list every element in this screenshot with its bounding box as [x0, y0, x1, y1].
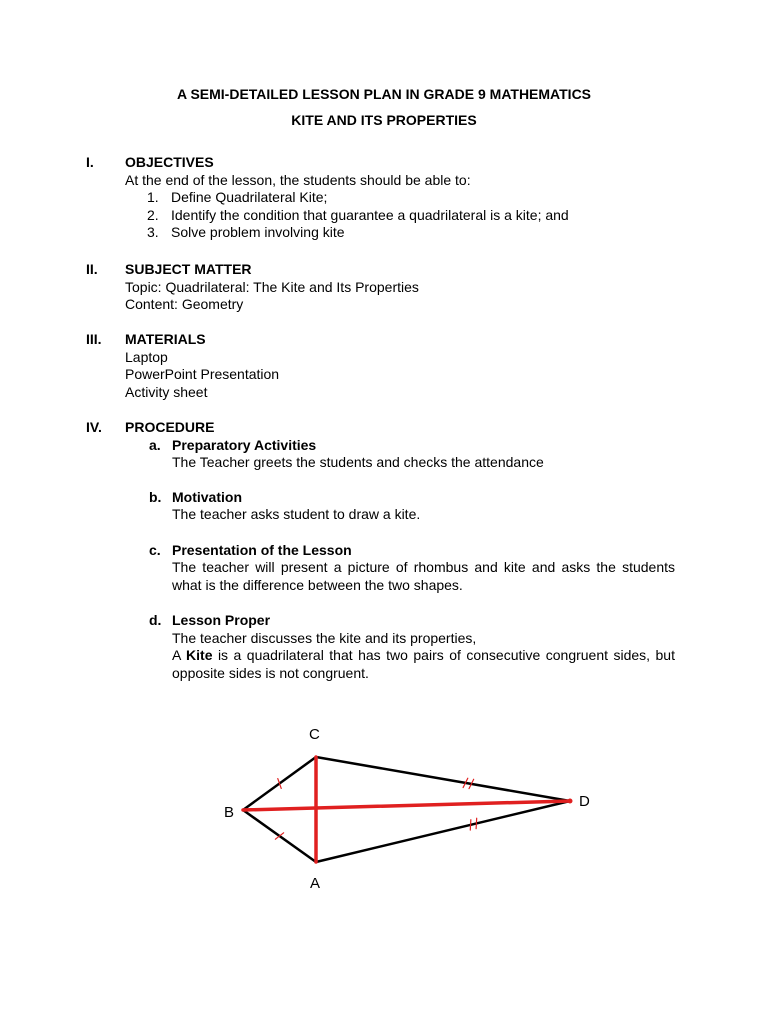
subject-content: Content: Geometry [125, 296, 244, 312]
section-heading: PROCEDURE [125, 419, 215, 435]
kite-diagram [210, 720, 610, 900]
procedure-step-preparatory [149, 437, 675, 472]
list-text: Identify the condition that guarantee a quadrilateral is a kite; and [171, 206, 569, 223]
material-item: PowerPoint Presentation [125, 366, 280, 382]
list-item [125, 207, 685, 225]
tick-ad-1 [470, 820, 471, 830]
side-da [316, 801, 570, 862]
vertex-label-d: D [579, 793, 590, 810]
step-label: Lesson Proper [172, 612, 271, 628]
section-heading: OBJECTIVES [125, 154, 214, 170]
step-text: The teacher discusses the kite and its properties, [172, 629, 477, 646]
step-label: Preparatory Activities [172, 436, 317, 453]
definition-text: is a quadrilateral that has two pairs of consecutive congruent sides, but opposite sides is not congruent. [172, 647, 675, 681]
list-text: Solve problem involving kite [171, 224, 345, 240]
step-label: Presentation of the Lesson [172, 541, 352, 558]
step-text: The teacher asks student to draw a kite. [172, 506, 421, 522]
list-item [125, 189, 685, 207]
objectives-intro: At the end of the lesson, the students should be able to: [125, 171, 471, 188]
step-text: The Teacher greets the students and checks the attendance [172, 454, 544, 470]
document-title: A SEMI-DETAILED LESSON PLAN IN GRADE 9 MATHEMATICS [176, 86, 592, 102]
section-number: III. [86, 331, 102, 347]
diagonal-bd [243, 801, 570, 810]
vertex-d-point [568, 799, 573, 804]
vertex-label-a: A [310, 875, 321, 892]
section-number: I. [86, 154, 94, 170]
material-item: Laptop [125, 348, 168, 365]
step-text: The teacher will present a picture of rhombus and kite and asks the students what is the difference between the two shapes. [172, 559, 675, 593]
procedure-step-motivation [149, 489, 675, 524]
material-item: Activity sheet [125, 383, 208, 400]
kite-definition [172, 647, 675, 682]
list-item [125, 224, 685, 242]
document-subtitle: KITE AND ITS PROPERTIES [291, 112, 477, 128]
definition-term: Kite [186, 647, 213, 663]
section-heading: SUBJECT MATTER [125, 261, 252, 277]
step-letter: d. [149, 612, 162, 628]
vertex-label-b: B [224, 804, 235, 821]
objectives-list [125, 189, 685, 242]
side-cd [316, 757, 570, 801]
list-number: 1. [147, 189, 159, 205]
step-letter: b. [149, 488, 162, 505]
vertex-label-c: C [309, 726, 320, 743]
procedure-step-presentation [149, 542, 675, 595]
definition-prefix: A [172, 647, 187, 663]
list-text: Define Quadrilateral Kite; [171, 189, 328, 205]
step-letter: a. [149, 436, 161, 453]
procedure-step-lesson-proper [149, 612, 675, 682]
subject-topic: Topic: Quadrilateral: The Kite and Its Properties [125, 278, 419, 295]
list-number: 3. [147, 224, 159, 240]
section-number: IV. [86, 419, 102, 435]
list-number: 2. [147, 206, 159, 223]
section-heading: MATERIALS [125, 331, 206, 347]
step-label: Motivation [172, 488, 242, 505]
tick-ad-2 [476, 818, 477, 828]
section-number: II. [86, 261, 98, 277]
step-letter: c. [149, 541, 161, 558]
